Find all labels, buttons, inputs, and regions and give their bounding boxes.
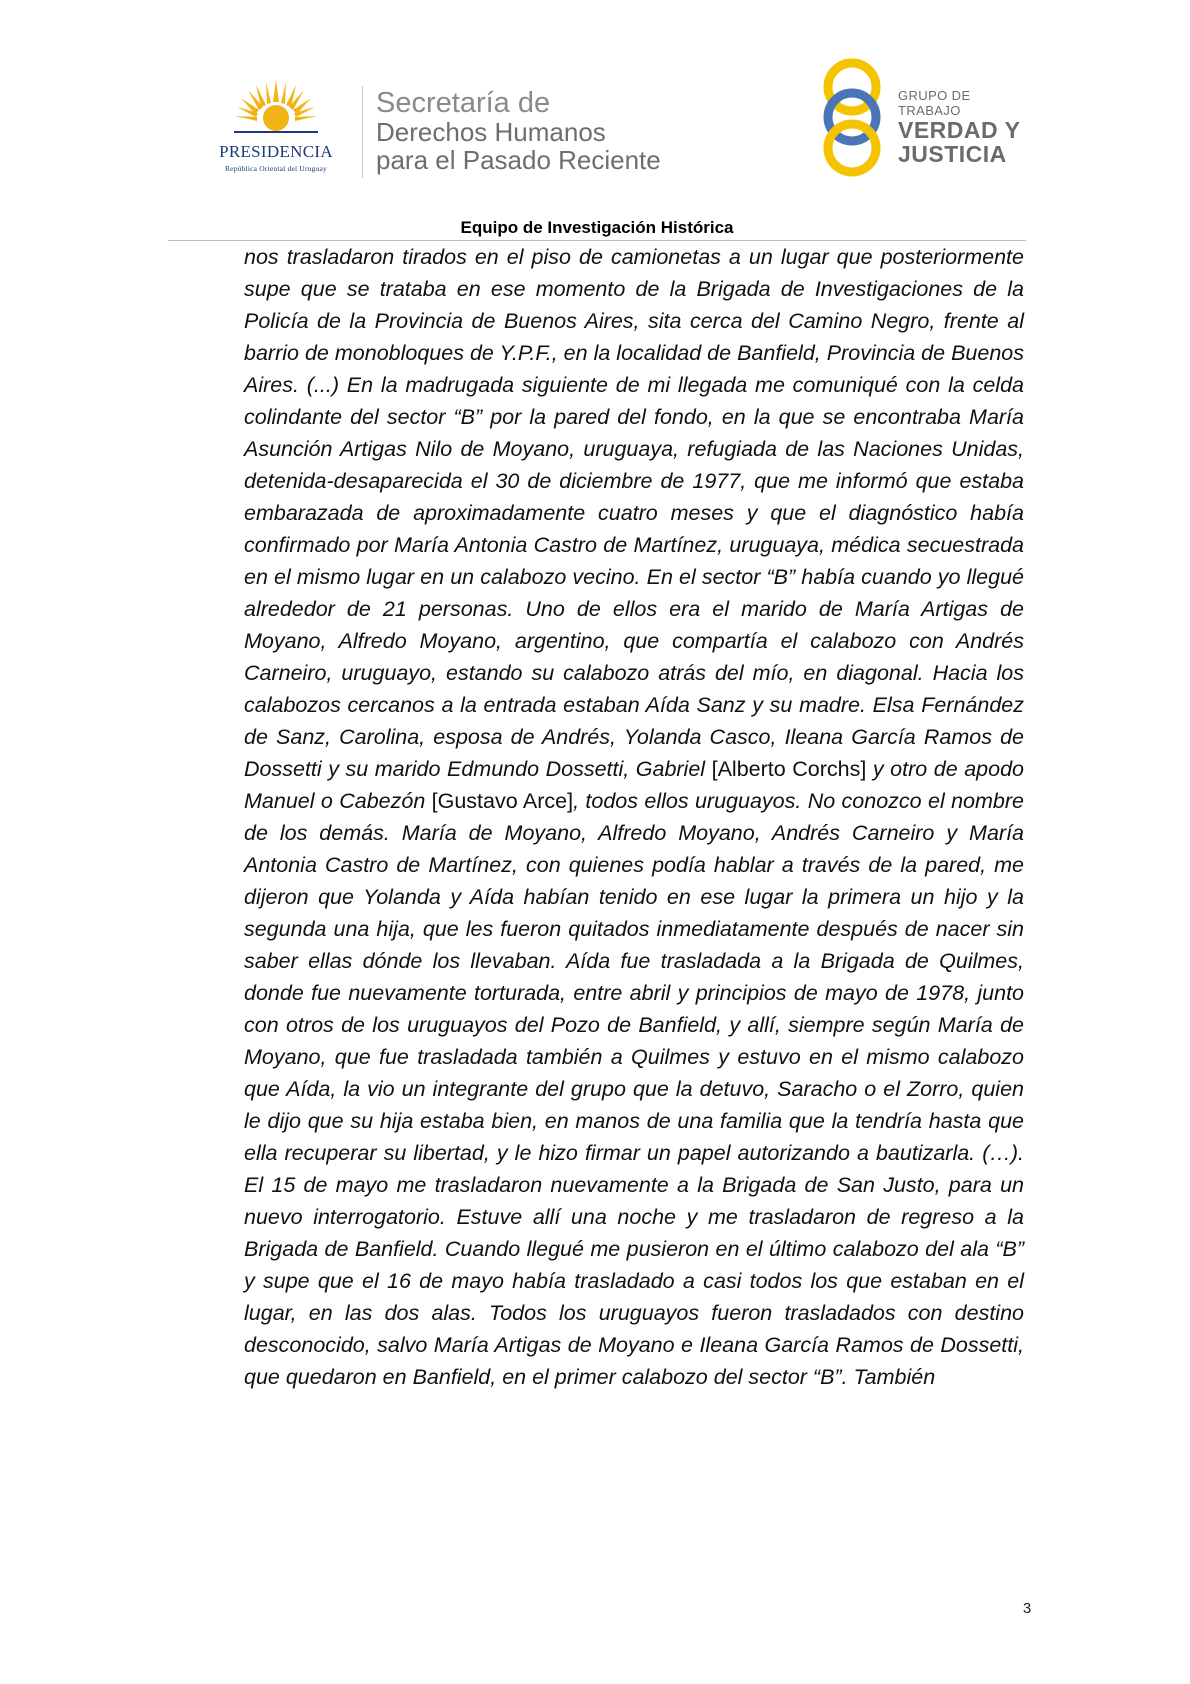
testimony-text-1: nos trasladaron tirados en el piso de camionetas a un lugar que posteriormente supe que se trataba en ese momento de la Brigada de Investigaciones de la Policía de la Provincia de Buenos Aires, sita cerca del Camino Negro, frente al barrio de monobloques de Y.P.F., en la localidad de Banfield, Provincia de Buenos Aires. (...) En la madrugada siguiente de mi llegada me comuniqué con la celda colindante del sector “B” por la pared del fondo, en la que se encontraba María Asunción Artigas Nilo de Moyano, uruguaya, refugiada de las Naciones Unidas, detenida-desaparecida el 30 de diciembre de 1977, que me informó que estaba embarazada de aproximadamente cuatro meses y que el diagnóstico había confirmado por María Antonia Castro de Martínez, uruguaya, médica secuestrada en el mismo lugar en un calabozo vecino. En el sector “B” había cuando yo llegué alrededor de 21 personas. Uno de ellos era el marido de María Artigas de Moyano, Alfredo Moyano, argentino, que compartía el calabozo con Andrés Carneiro, uruguayo, estando su calabozo atrás del mío, en diagonal. Hacia los calabozos cercanos a la entrada estaban Aída Sanz y su madre. Elsa Fernández de Sanz, Carolina, esposa de Andrés, Yolanda Casco, Ileana García Ramos de Dossetti y su marido Edmundo Dossetti, Gabriel [244, 245, 1024, 781]
testimony-text-3: , todos ellos uruguayos. No conozco el nombre de los demás. María de Moyano, Alfredo Moyano, Andrés Carneiro y María Antonia Castro de Martínez, con quienes podía hablar a través de la pared, me dijeron que Yolanda y Aída habían tenido en ese lugar la primera un hijo y la segunda una hija, que les fueron quitados inmediatamente después de nacer sin saber ellas dónde los llevaban. Aída fue trasladada a la Brigada de Quilmes, donde fue nuevamente torturada, entre abril y principios de mayo de 1978, junto con otros de los uruguayos del Pozo de Banfield, y allí, siempre según María de Moyano, que fue trasladada también a Quilmes y estuvo en el mismo calabozo que Aída, la vio un integrante del grupo que la detuvo, Saracho o el Zorro, quien le dijo que su hija estaba bien, en manos de una familia que la tendría hasta que ella recuperar su libertad, y le hizo firmar un papel autorizando a bautizarla. (…). El 15 de mayo me trasladaron nuevamente a la Brigada de San Justo, para un nuevo interrogatorio. Estuve allí una noche y me trasladaron de regreso a la Brigada de Banfield. Cuando llegué me pusieron en el último calabozo del ala “B” y supe que el 16 de mayo había trasladado a casi todos los que estaban en el lugar, en las dos alas. Todos los uruguayos fueron trasladados con destino desconocido, salvo María Artigas de Moyano e Ileana García Ramos de Dossetti, que quedaron en Banfield, en el primer calabozo del sector “B”. También [244, 789, 1024, 1389]
justicia-label: JUSTICIA [898, 141, 1007, 167]
grupo-de-trabajo-label: GRUPO DE TRABAJO [898, 88, 971, 118]
presidencia-name: PRESIDENCIA [219, 142, 333, 161]
team-title: Equipo de Investigación Histórica [460, 218, 734, 237]
document-body [244, 241, 1024, 1393]
logo-divider [362, 86, 363, 178]
bracket-insert-1: [Alberto Corchs] [705, 757, 873, 781]
secretaria-line-2: Derechos Humanos [376, 117, 606, 147]
sun-emblem-icon [234, 78, 318, 144]
interlocking-rings-icon [822, 56, 892, 180]
presidencia-subtitle: República Oriental del Uruguay [224, 164, 327, 173]
secretaria-line-1: Secretaría de [376, 87, 551, 119]
testimony-paragraph [244, 241, 1024, 1393]
verdad-label: VERDAD Y [898, 117, 1021, 143]
verdad-justicia-text [898, 88, 1032, 166]
page-number: 3 [1022, 1600, 1032, 1617]
verdad-justicia-logo [822, 56, 1032, 180]
page-header [0, 0, 1190, 240]
bracket-insert-2: [Gustavo Arce] [425, 789, 574, 813]
presidencia-logo [196, 78, 356, 178]
secretaria-logo [376, 88, 661, 174]
testimony-text-2: y otro de apodo Manuel o Cabezón [244, 757, 1024, 813]
secretaria-line-3: para el Pasado Reciente [376, 145, 661, 175]
